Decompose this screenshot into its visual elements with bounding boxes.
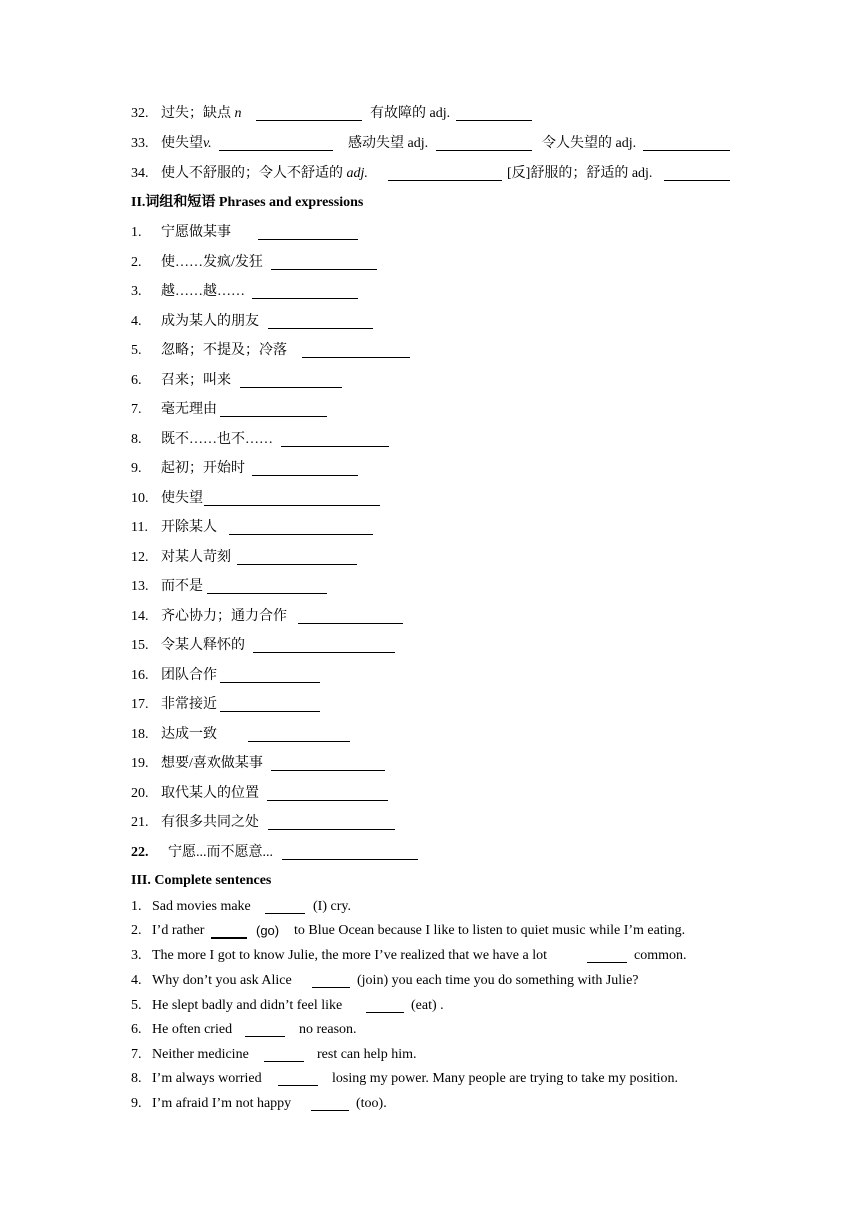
answer-blank[interactable] [252, 284, 358, 299]
item-number: 4. [131, 314, 142, 329]
item-number: 6. [131, 373, 142, 388]
hint-text: (go) [256, 923, 280, 938]
sentence-text: common. [634, 948, 687, 963]
answer-blank[interactable] [265, 899, 305, 914]
answer-blank[interactable] [268, 314, 373, 329]
phrase-text: 想要/喜欢做某事 [161, 756, 263, 771]
answer-blank[interactable] [220, 697, 320, 712]
item-number: 16. [131, 668, 149, 683]
phrase-text: 使失望 [161, 491, 203, 506]
sentence-text: I’d rather [152, 923, 205, 938]
sentence-text: losing my power. Many people are trying to take my position. [332, 1071, 679, 1086]
answer-blank[interactable] [252, 461, 358, 476]
phrase-text: 令某人释怀的 [161, 638, 245, 653]
item-number: 10. [131, 491, 149, 506]
phrase-text: 有很多共同之处 [161, 815, 259, 830]
sentence-text: He slept badly and didn’t feel like [152, 998, 343, 1013]
phrase-text: 达成一致 [161, 727, 217, 742]
item-number: 3. [131, 948, 142, 963]
item-number: 15. [131, 638, 149, 653]
answer-blank[interactable] [207, 579, 327, 594]
answer-blank[interactable] [388, 166, 502, 181]
section-heading: II.词组和短语 Phrases and expressions [131, 195, 364, 210]
phrase-text: 既不……也不…… [161, 432, 273, 447]
prompt-text: [反]舒服的；舒适的 adj. [507, 166, 653, 181]
phrase-text: 非常接近 [161, 697, 217, 712]
answer-blank[interactable] [587, 948, 627, 963]
phrase-text: 忽略；不提及；冷落 [161, 343, 287, 358]
phrase-text: 使……发疯/发狂 [161, 255, 263, 270]
item-number: 5. [131, 343, 142, 358]
answer-blank[interactable] [256, 106, 362, 121]
item-number: 3. [131, 284, 142, 299]
sentence-text: no reason. [299, 1022, 357, 1037]
item-number: 9. [131, 1096, 142, 1111]
sentence-text: (too). [356, 1096, 387, 1111]
item-number: 14. [131, 609, 149, 624]
answer-blank[interactable] [312, 973, 350, 988]
item-number: 7. [131, 402, 142, 417]
sentence-text: (join) you each time you do something with Julie? [357, 973, 639, 988]
answer-blank[interactable] [245, 1022, 285, 1037]
answer-blank[interactable] [366, 998, 404, 1013]
item-number: 1. [131, 225, 142, 240]
section-heading: III. Complete sentences [131, 873, 272, 888]
answer-blank[interactable] [302, 343, 410, 358]
sentence-text: I’m afraid I’m not happy [152, 1096, 292, 1111]
answer-blank[interactable] [311, 1096, 349, 1111]
sentence-text: Why don’t you ask Alice [152, 973, 292, 988]
phrase-text: 团队合作 [161, 668, 217, 683]
phrase-text: 毫无理由 [161, 402, 217, 417]
answer-blank[interactable] [271, 255, 377, 270]
answer-blank[interactable] [282, 845, 418, 860]
sentence-text: to Blue Ocean because I like to listen to quiet music while I’m eating. [294, 923, 686, 938]
phrase-text: 取代某人的位置 [161, 786, 259, 801]
answer-blank[interactable] [267, 786, 388, 801]
item-number: 5. [131, 998, 142, 1013]
answer-blank[interactable] [240, 373, 342, 388]
sentence-text: (I) cry. [313, 899, 351, 914]
sentence-text: He often cried [152, 1022, 233, 1037]
item-number: 21. [131, 815, 149, 830]
sentence-text: (eat) . [411, 998, 444, 1013]
item-number: 33. [131, 136, 149, 151]
sentence-text: Neither medicine [152, 1047, 249, 1062]
item-number: 18. [131, 727, 149, 742]
phrase-text: 起初；开始时 [161, 461, 245, 476]
phrase-text: 对某人苛刻 [161, 550, 231, 565]
answer-blank[interactable] [643, 136, 730, 151]
answer-blank[interactable] [220, 668, 320, 683]
item-number: 13. [131, 579, 149, 594]
answer-blank[interactable] [278, 1071, 318, 1086]
prompt-text: 有故障的 adj. [370, 106, 451, 121]
item-number: 8. [131, 432, 142, 447]
item-number: 32. [131, 106, 149, 121]
item-number: 7. [131, 1047, 142, 1062]
prompt-text: 使人不舒服的；令人不舒适的 adj. [161, 166, 368, 181]
answer-blank[interactable] [237, 550, 357, 565]
item-number: 19. [131, 756, 149, 771]
item-number: 9. [131, 461, 142, 476]
sentence-text: rest can help him. [317, 1047, 417, 1062]
answer-blank[interactable] [253, 638, 395, 653]
item-number: 22. [131, 845, 149, 860]
sentence-text: Sad movies make [152, 899, 251, 914]
answer-blank[interactable] [436, 136, 532, 151]
phrase-text: 成为某人的朋友 [161, 314, 259, 329]
phrase-text: 召来；叫来 [161, 373, 231, 388]
phrase-text: 宁愿做某事 [161, 225, 231, 240]
answer-blank[interactable] [220, 402, 327, 417]
phrase-text: 而不是 [161, 579, 203, 594]
answer-blank[interactable] [664, 166, 730, 181]
answer-blank[interactable] [298, 609, 403, 624]
answer-blank[interactable] [281, 432, 389, 447]
answer-blank[interactable] [271, 756, 385, 771]
item-number: 17. [131, 697, 149, 712]
item-number: 11. [131, 520, 148, 535]
prompt-text: 过失；缺点 n [161, 106, 242, 121]
prompt-text: 使失望v. [161, 136, 212, 151]
sentence-text: I’m always worried [152, 1071, 262, 1086]
answer-blank[interactable] [219, 136, 333, 151]
answer-blank[interactable] [264, 1047, 304, 1062]
item-number: 2. [131, 255, 142, 270]
phrase-text: 开除某人 [161, 520, 217, 535]
phrase-text: 齐心协力；通力合作 [161, 609, 287, 624]
answer-blank[interactable] [211, 923, 247, 939]
prompt-text: 令人失望的 adj. [542, 136, 637, 151]
item-number: 2. [131, 923, 142, 938]
answer-blank[interactable] [268, 815, 395, 830]
answer-blank[interactable] [258, 225, 358, 240]
item-number: 20. [131, 786, 149, 801]
sentence-text: The more I got to know Julie, the more I’ve realized that we have a lot [152, 948, 547, 963]
phrase-text: 越……越…… [161, 284, 245, 299]
item-number: 8. [131, 1071, 142, 1086]
item-number: 1. [131, 899, 142, 914]
item-number: 12. [131, 550, 149, 565]
item-number: 34. [131, 166, 149, 181]
answer-blank[interactable] [204, 491, 380, 506]
answer-blank[interactable] [229, 520, 373, 535]
item-number: 4. [131, 973, 142, 988]
phrase-text: 宁愿...而不愿意... [168, 845, 273, 860]
prompt-text: 感动失望 adj. [348, 136, 429, 151]
answer-blank[interactable] [456, 106, 532, 121]
item-number: 6. [131, 1022, 142, 1037]
answer-blank[interactable] [248, 727, 350, 742]
